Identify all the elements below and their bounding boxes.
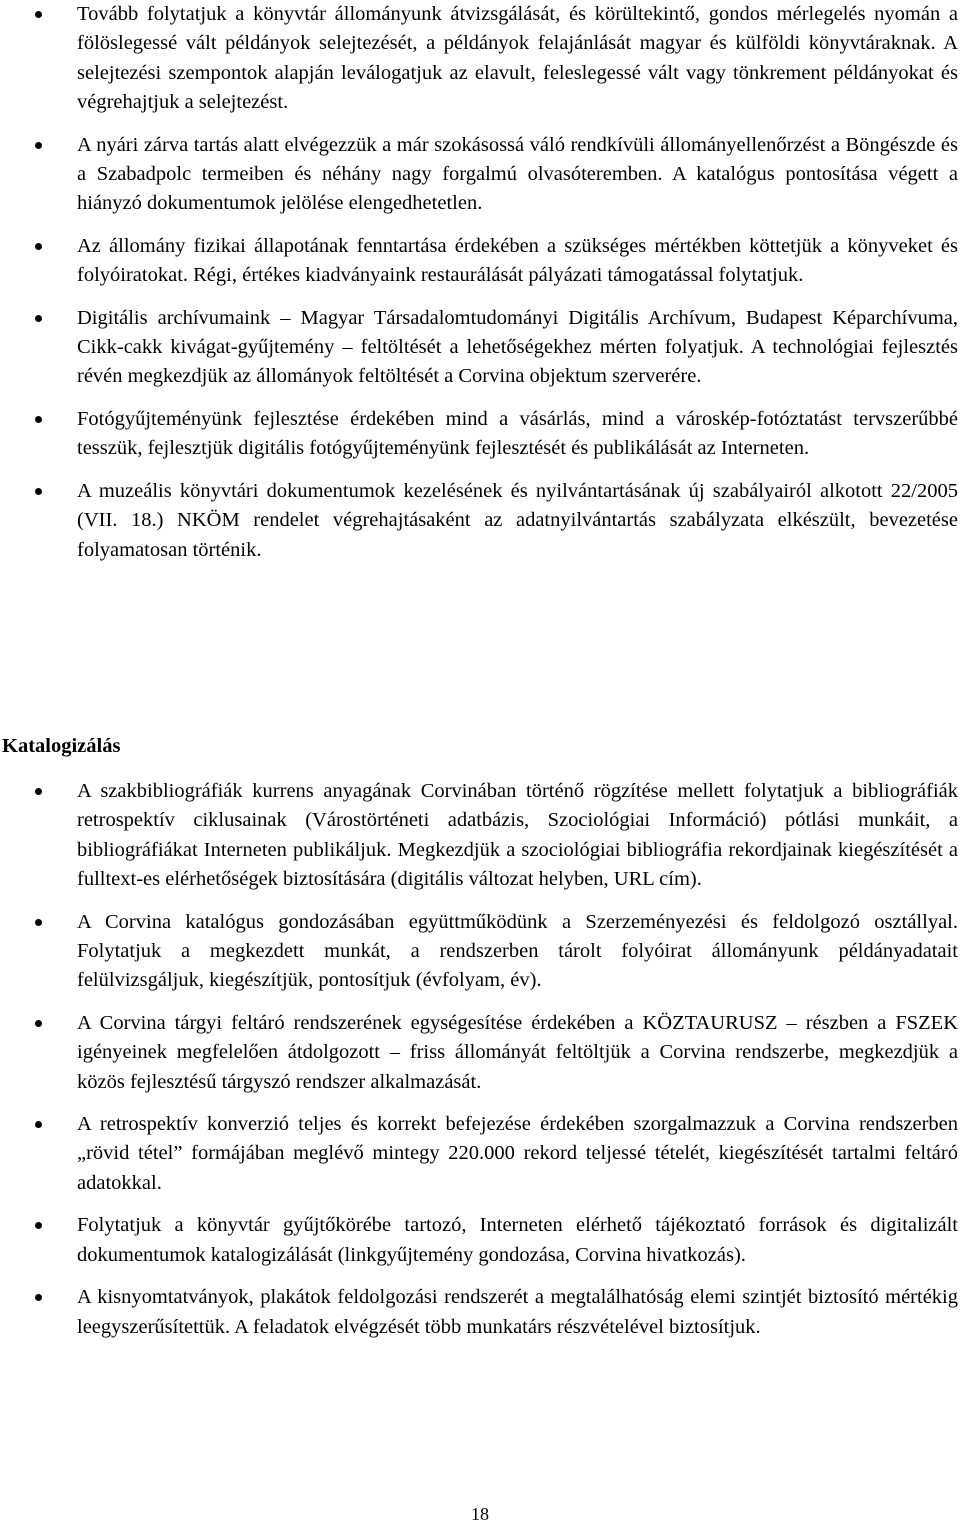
list-item: Digitális archívumaink – Magyar Társadalomtudományi Digitális Archívum, Budapest Képarchívuma, Cikk-cakk kivágat-gyűjtemény – feltöltését a lehetőségekhez mérten folyatjuk. A technológiai fejlesztés révén megkezdjük az állományok feltöltését a Corvina objektum szerverére. <box>0 304 960 392</box>
list-item: A Corvina katalógus gondozásában együttműködünk a Szerzeményezési és feldolgozó osztállyal. Folytatjuk a megkezdett munkát, a rendszerben tárolt folyóirat állományunk példányadatait felülvizsgáljuk, kiegészítjük, pontosítjuk (évfolyam, év). <box>0 908 960 996</box>
list-item: A Corvina tárgyi feltáró rendszerének egységesítése érdekében a KÖZTAURUSZ – részben a FSZEK igényeinek megfelelően átdolgozott – friss állományát feltöltjük a Corvina rendszerbe, megkezdjük a közös fejlesztésű tárgyszó rendszer alkalmazását. <box>0 1009 960 1097</box>
collection-bullet-list <box>0 0 960 578</box>
page-number: 18 <box>471 1504 489 1524</box>
list-item: Tovább folytatjuk a könyvtár állományunk átvizsgálását, és körültekintő, gondos mérlegelés nyomán a fölöslegessé vált példányok selejtezését, a példányok felajánlását magyar és külföldi könyvtáraknak. A selejtezési szempontok alapján leválogatjuk az elavult, feleslegessé vált vagy tönkrement példányokat és végrehajtjuk a selejtezést. <box>0 0 960 118</box>
list-item: A nyári zárva tartás alatt elvégezzük a már szokásossá váló rendkívüli állományellenőrzést a Böngészde és a Szabadpolc termeiben és néhány nagy forgalmú olvasóteremben. A katalógus pontosítása végett a hiányzó dokumentumok jelölése elengedhetetlen. <box>0 131 960 219</box>
list-item: A kisnyomtatványok, plakátok feldolgozási rendszerét a megtalálhatóság elemi szintjét biztosító mértékig leegyszerűsítettük. A feladatok elvégzését több munkatárs részvételével biztosítjuk. <box>0 1283 960 1342</box>
list-item: A retrospektív konverzió teljes és korrekt befejezése érdekében szorgalmazzuk a Corvina rendszerben „rövid tétel” formájában meglévő mintegy 220.000 rekord teljessé tételét, kiegészítését tartalmi feltáró adatokkal. <box>0 1110 960 1198</box>
list-item: Az állomány fizikai állapotának fenntartása érdekében a szükséges mértékben köttetjük a könyveket és folyóiratokat. Régi, értékes kiadványaink restaurálását pályázati támogatással folytatjuk. <box>0 232 960 291</box>
cataloging-bullet-list <box>0 777 960 1355</box>
list-item: Fotógyűjteményünk fejlesztése érdekében mind a vásárlás, mind a városkép-fotóztatást tervszerűbbé tesszük, fejlesztjük digitális fotógyűjteményünk fejlesztését és publikálását az Interneten. <box>0 405 960 464</box>
list-item: Folytatjuk a könyvtár gyűjtőkörébe tartozó, Interneten elérhető tájékoztató források és digitalizált dokumentumok katalogizálását (linkgyűjtemény gondozása, Corvina hivatkozás). <box>0 1211 960 1270</box>
list-item: A szakbibliográfiák kurrens anyagának Corvinában történő rögzítése mellett folytatjuk a bibliográfiák retrospektív ciklusainak (Várostörténeti adatbázis, Szociológiai Információ) pótlási munkáit, a bibliográfiákat Interneten publikáljuk. Megkezdjük a szociológiai bibliográfia rekordjainak kiegészítését a fulltext-es elérhetőségek biztosítására (digitális változat helyben, URL cím). <box>0 777 960 895</box>
section-heading-katalogizalas: Katalogizálás <box>2 735 121 757</box>
list-item: A muzeális könyvtári dokumentumok kezelésének és nyilvántartásának új szabályairól alkotott 22/2005 (VII. 18.) NKÖM rendelet végrehajtásaként az adatnyilvántartás szabályzata elkészült, bevezetése folyamatosan történik. <box>0 477 960 565</box>
